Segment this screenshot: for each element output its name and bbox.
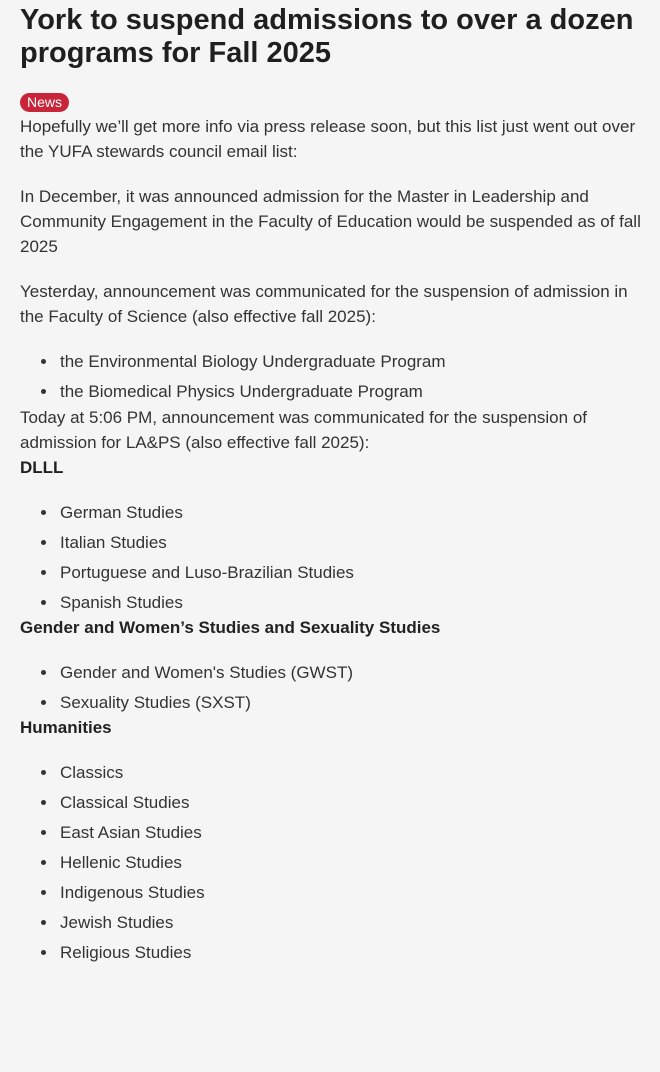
december-paragraph: In December, it was announced admission for the Master in Leadership and Community Engagement in the Faculty of Education would be suspended as of fall 2025 (20, 187, 641, 256)
list-item: Religious Studies (20, 940, 644, 970)
news-tag-badge[interactable]: News (20, 93, 69, 112)
intro-paragraph: Hopefully we’ll get more info via press release soon, but this list just went out over the YUFA stewards council email list: (20, 117, 636, 161)
list-item: Indigenous Studies (20, 880, 644, 910)
post-body (20, 114, 644, 970)
post-title[interactable]: York to suspend admissions to over a dozen programs for Fall 2025 (20, 4, 634, 69)
tag-row (20, 93, 644, 114)
list-item: Sexuality Studies (SXST) (20, 690, 644, 720)
list-item: the Environmental Biology Undergraduate Program (20, 349, 644, 379)
section-heading-dlll: DLLL (20, 458, 64, 477)
dlll-program-list (20, 500, 644, 620)
list-item: Spanish Studies (20, 590, 644, 620)
humanities-program-list (20, 760, 644, 970)
list-item: Italian Studies (20, 530, 644, 560)
today-paragraph: Today at 5:06 PM, announcement was communicated for the suspension of admission for LA&PS (also effective fall 2025): (20, 408, 587, 452)
science-program-list (20, 349, 644, 409)
list-item: the Biomedical Physics Undergraduate Program (20, 379, 644, 409)
list-item: German Studies (20, 500, 644, 530)
yesterday-paragraph: Yesterday, announcement was communicated for the suspension of admission in the Faculty of Science (also effective fall 2025): (20, 282, 628, 326)
list-item: Hellenic Studies (20, 850, 644, 880)
list-item: East Asian Studies (20, 820, 644, 850)
list-item: Gender and Women's Studies (GWST) (20, 660, 644, 690)
section-heading-humanities: Humanities (20, 718, 112, 737)
list-item: Portuguese and Luso-Brazilian Studies (20, 560, 644, 590)
section-heading-gender-studies: Gender and Women’s Studies and Sexuality Studies (20, 618, 441, 637)
gender-studies-program-list (20, 660, 644, 720)
list-item: Jewish Studies (20, 910, 644, 940)
list-item: Classics (20, 760, 644, 790)
list-item: Classical Studies (20, 790, 644, 820)
